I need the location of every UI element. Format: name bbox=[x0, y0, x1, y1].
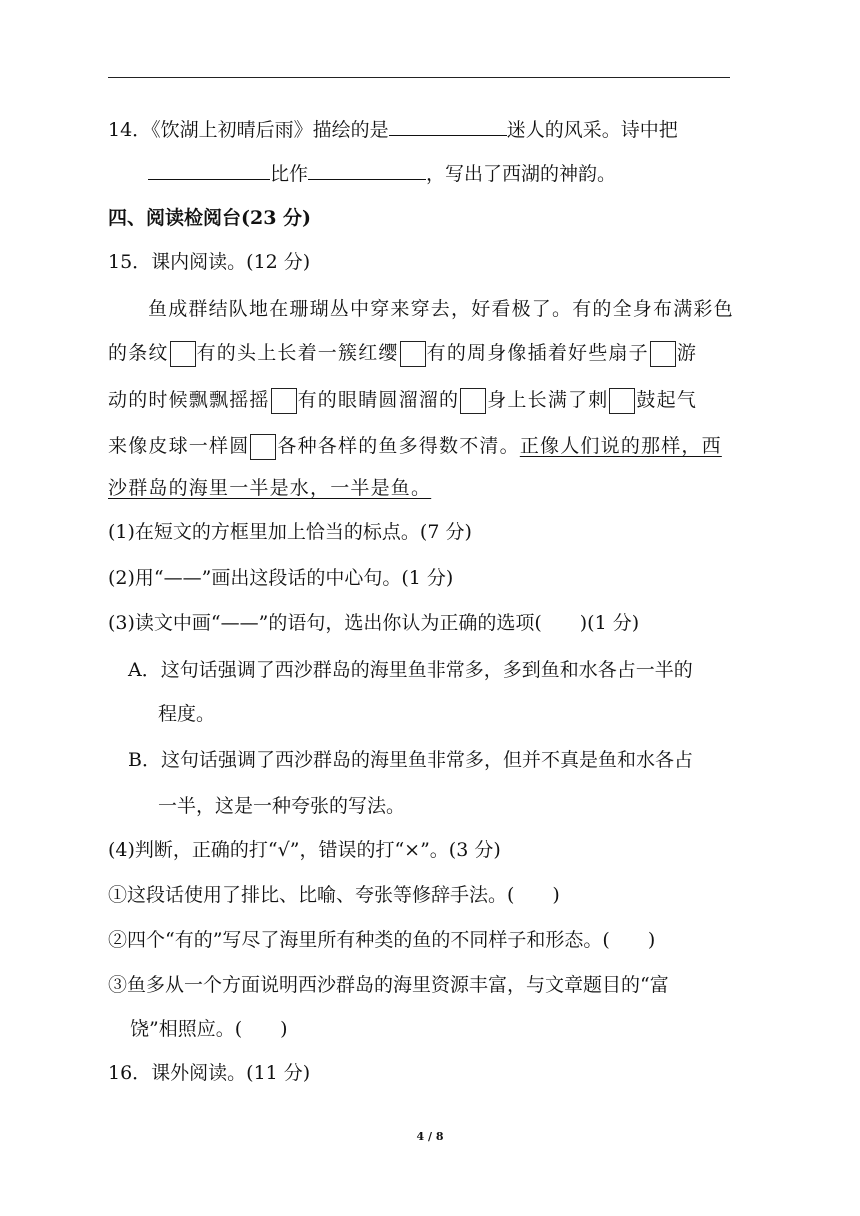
central-sentence-part-1: 正像人们说的那样，西 bbox=[519, 435, 722, 457]
punctuation-box-2[interactable] bbox=[400, 341, 426, 367]
passage-line-1: 鱼成群结队地在珊瑚丛中穿来穿去，好看极了。有的全身布满彩色 bbox=[148, 298, 734, 320]
q14-text-3: 比作 bbox=[270, 163, 309, 185]
judge-item-3-line-1: ③鱼多从一个方面说明西沙群岛的海里资源丰富，与文章题目的“富 bbox=[108, 974, 669, 996]
passage-line-2 bbox=[108, 341, 697, 367]
q14-blank-1[interactable] bbox=[389, 116, 507, 136]
passage-text: 动的时候飘飘摇摇 bbox=[108, 389, 270, 411]
passage-text: 有的头上长着一簇红缨 bbox=[196, 342, 399, 364]
q16-title: 16．课外阅读。(11 分) bbox=[108, 1062, 311, 1084]
section-4-title: 四、阅读检阅台(23 分) bbox=[108, 207, 312, 229]
q14-text-4: ，写出了西湖的神韵。 bbox=[426, 163, 617, 185]
judge-item-1: ①这段话使用了排比、比喻、夸张等修辞手法。( ) bbox=[108, 884, 560, 906]
q14-line2 bbox=[148, 160, 616, 186]
page-number: 4 / 8 bbox=[416, 1130, 444, 1143]
q15-sub3: (3)读文中画“——”的语句，选出你认为正确的选项( )(1 分) bbox=[108, 612, 640, 634]
passage-text: 的条纹 bbox=[108, 342, 169, 364]
punctuation-box-5[interactable] bbox=[460, 388, 486, 414]
punctuation-box-6[interactable] bbox=[609, 388, 635, 414]
q14-blank-2[interactable] bbox=[148, 160, 270, 180]
option-a-line-2: 程度。 bbox=[158, 703, 216, 725]
judge-item-3-line-2: 饶”相照应。( ) bbox=[130, 1018, 288, 1040]
passage-text: 各种各样的鱼多得数不清。 bbox=[277, 435, 520, 457]
option-b-line-1[interactable]: B．这句话强调了西沙群岛的海里鱼非常多，但并不真是鱼和水各占 bbox=[128, 749, 693, 771]
passage-text: 游 bbox=[676, 342, 698, 364]
header-rule bbox=[108, 77, 730, 78]
punctuation-box-4[interactable] bbox=[271, 388, 297, 414]
q14-blank-3[interactable] bbox=[308, 160, 426, 180]
judge-item-2: ②四个“有的”写尽了海里所有种类的鱼的不同样子和形态。( ) bbox=[108, 929, 656, 951]
punctuation-box-1[interactable] bbox=[170, 341, 196, 367]
q14-text-2: 迷人的风采。诗中把 bbox=[506, 119, 678, 141]
q15-sub1: (1)在短文的方框里加上恰当的标点。(7 分) bbox=[108, 521, 472, 543]
option-b-line-2: 一半，这是一种夸张的写法。 bbox=[158, 795, 406, 817]
q14-text-1: 14．《饮湖上初晴后雨》描绘的是 bbox=[108, 119, 389, 141]
punctuation-box-3[interactable] bbox=[650, 341, 676, 367]
q15-sub4: (4)判断，正确的打“√”，错误的打“×”。(3 分) bbox=[108, 839, 501, 861]
passage-line-3 bbox=[108, 388, 697, 414]
passage-text: 有的周身像插着好些扇子 bbox=[426, 342, 649, 364]
q14-line1 bbox=[108, 116, 678, 142]
option-a-line-1[interactable]: A．这句话强调了西沙群岛的海里鱼非常多，多到鱼和水各占一半的 bbox=[128, 659, 693, 681]
q15-sub2: (2)用“——”画出这段话的中心句。(1 分) bbox=[108, 567, 454, 589]
passage-line-4 bbox=[108, 434, 722, 460]
punctuation-box-7[interactable] bbox=[250, 434, 276, 460]
passage-text: 身上长满了刺 bbox=[487, 389, 609, 411]
q15-title: 15．课内阅读。(12 分) bbox=[108, 251, 311, 273]
central-sentence-part-2: 沙群岛的海里一半是水，一半是鱼。 bbox=[108, 477, 432, 499]
passage-text: 有的眼睛圆溜溜的 bbox=[297, 389, 460, 411]
passage-text: 来像皮球一样圆 bbox=[108, 435, 250, 457]
passage-text: 鼓起气 bbox=[636, 389, 698, 411]
